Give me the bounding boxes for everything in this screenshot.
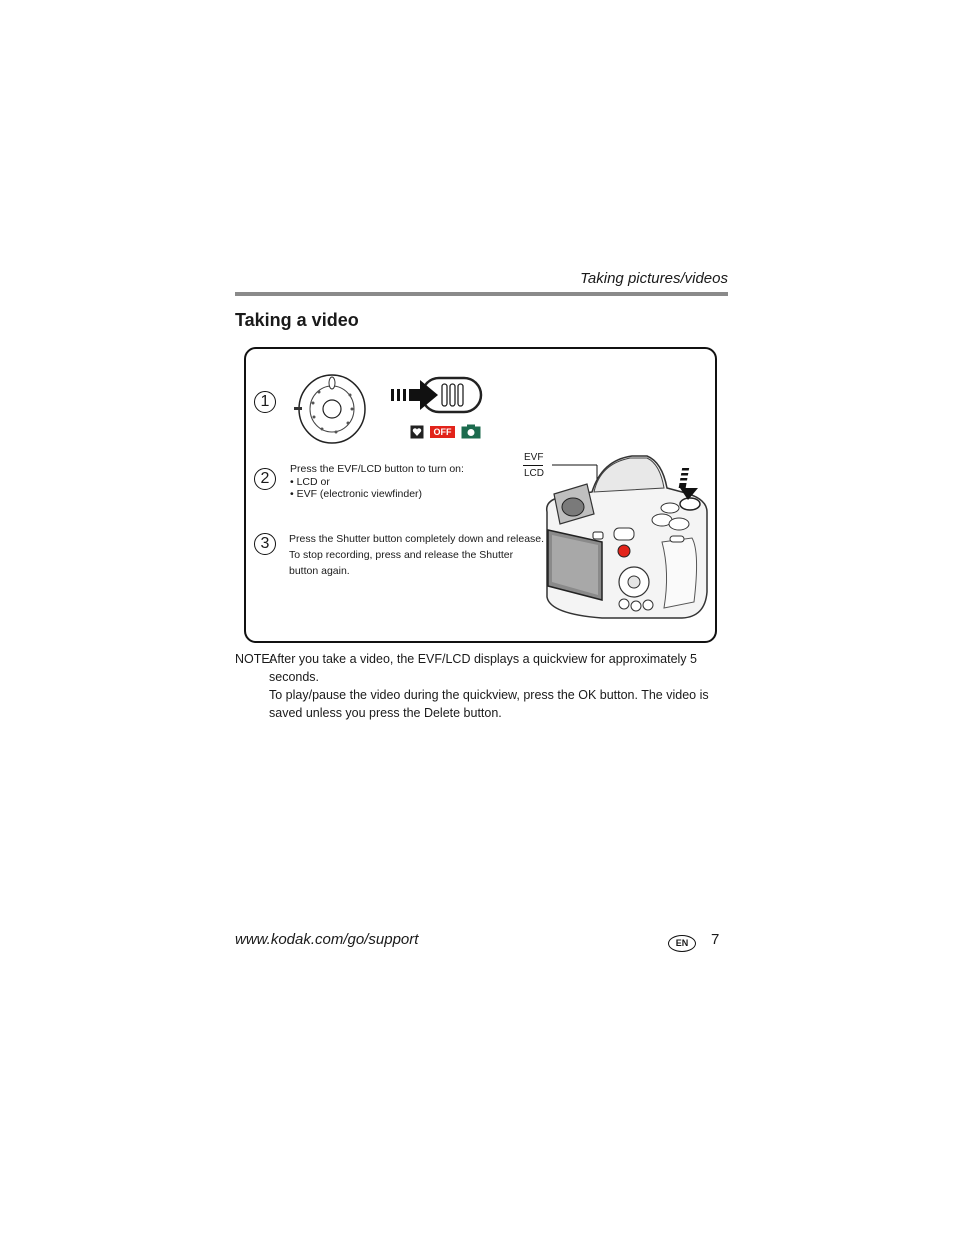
- step-2-bullet-lcd: • LCD or: [290, 475, 330, 488]
- step-1-number: 1: [254, 391, 276, 413]
- footer-support-url[interactable]: www.kodak.com/go/support: [235, 931, 419, 948]
- off-mode-badge: OFF: [430, 426, 455, 438]
- step-3-line-2: To stop recording, press and release the Shutter: [289, 549, 514, 561]
- evf-label: EVF: [524, 452, 544, 463]
- language-badge: EN: [668, 935, 696, 952]
- note-line-1: After you take a video, the EVF/LCD displays a quickview for approximately 5 seconds.: [269, 652, 697, 684]
- step-3-instructions: [289, 531, 544, 579]
- evf-lcd-divider: [523, 465, 543, 466]
- note-block: [235, 650, 725, 722]
- note-body: [269, 650, 725, 722]
- header-rule: [235, 292, 728, 296]
- section-header: Taking pictures/videos: [580, 270, 728, 287]
- note-label: NOTE:: [235, 652, 274, 666]
- step-3-line-1: Press the Shutter button completely down and release.: [289, 533, 545, 545]
- power-slider-illustration: [388, 376, 484, 416]
- camera-back-illustration: [542, 452, 712, 624]
- lcd-label: LCD: [524, 468, 545, 479]
- page-number: 7: [711, 931, 720, 948]
- note-line-2: To play/pause the video during the quickview, press the OK button. The video is saved unless you press the Delete button.: [269, 688, 709, 720]
- mode-dial-illustration: [292, 373, 368, 445]
- camera-mode-icon: [461, 424, 481, 439]
- page-title: Taking a video: [235, 310, 359, 330]
- step-3-number: 3: [254, 533, 276, 555]
- step-2-instructions: [290, 463, 464, 501]
- step-3-line-3: button again.: [289, 565, 350, 577]
- step-2-text: Press the EVF/LCD button to turn on:: [290, 463, 464, 475]
- step-2-number: 2: [254, 468, 276, 490]
- step-2-bullet-evf: • EVF (electronic viewfinder): [290, 488, 423, 500]
- favorites-icon: [410, 425, 424, 439]
